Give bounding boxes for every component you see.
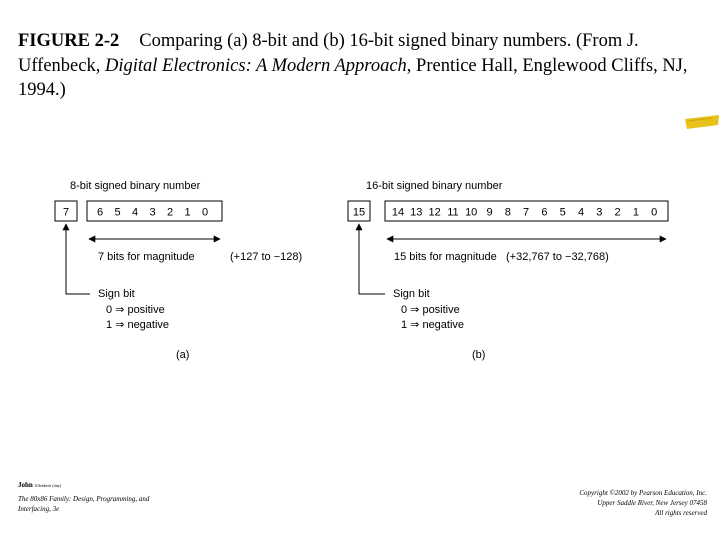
diagram-b-bit-13: 13 — [410, 206, 423, 219]
diagram-a-range: (+127 to −128) — [230, 251, 303, 263]
diagram-b-bit-9: 9 — [486, 206, 493, 219]
diagram-a-title: 8-bit signed binary number — [70, 180, 201, 192]
diagram-b — [348, 180, 668, 361]
diagram-a — [55, 180, 302, 361]
diagram-a-sign-digit: 7 — [62, 206, 70, 219]
footer-book-line-1: The 80x86 Family: Design, Programming, and — [18, 495, 150, 503]
figure-label: FIGURE 2-2 — [18, 31, 120, 51]
footer-book-line-2: Interfacing, 3e — [18, 505, 60, 513]
diagram-b-sign-digit: 15 — [352, 206, 366, 219]
diagram-b-bit-7: 7 — [523, 206, 530, 219]
diagram-a-bit-4: 4 — [131, 206, 139, 219]
diagram-b-bit-12: 12 — [428, 206, 441, 219]
diagram-b-sublabel: (b) — [472, 349, 486, 361]
diagram-b-range: (+32,767 to −32,768) — [506, 251, 609, 263]
diagram-b-bit-1: 1 — [632, 206, 639, 219]
diagram-b-title: 16-bit signed binary number — [366, 180, 503, 192]
caption-book-title: Digital Electronics: A Modern Approach — [104, 55, 407, 76]
diagram-b-sign-arrow — [359, 224, 385, 294]
diagram-a-sign-bit-label: Sign bit — [98, 288, 135, 300]
footer-copyright-3: All rights reserved — [655, 509, 707, 517]
diagram-a-bit-6: 6 — [96, 206, 104, 219]
diagram-b-bit-6: 6 — [541, 206, 548, 219]
diagram-b-cell-labels — [392, 207, 657, 219]
diagram-b-bit-3: 3 — [596, 206, 603, 219]
footer-copyright — [579, 488, 707, 518]
diagram-a-positive: 0 ⇒ positive — [106, 304, 165, 316]
caption-text-2: , Prentice Hall, Englewood Cliffs, NJ, 1994.) — [18, 55, 688, 100]
diagram-a-bit-5: 5 — [114, 206, 121, 219]
footer-book-info — [18, 480, 149, 514]
diagram-b-negative: 1 ⇒ negative — [401, 319, 465, 331]
diagram-a-bit-2: 2 — [166, 206, 174, 219]
footer-copyright-2: Upper Saddle River, New Jersey 07458 — [597, 499, 707, 507]
diagram-b-positive: 0 ⇒ positive — [401, 304, 460, 316]
diagram-a-sign-arrow — [66, 224, 90, 294]
diagram-b-bit-10: 10 — [465, 206, 478, 219]
diagram-b-bit-8: 8 — [504, 206, 511, 219]
footer-copyright-1: Copyright ©2002 by Pearson Education, Inc. — [579, 489, 707, 497]
diagram-b-bit-2: 2 — [614, 206, 621, 219]
diagram-b-bit-4: 4 — [577, 206, 585, 219]
diagram-b-bit-0: 0 — [651, 206, 658, 219]
diagram-a-bit-3: 3 — [149, 206, 156, 219]
footer-author: John Uffenbeck (tiny) — [18, 481, 62, 489]
diagram-a-negative: 1 ⇒ negative — [106, 319, 170, 331]
diagram-b-bit-14: 14 — [391, 206, 405, 219]
diagram-a-sublabel: (a) — [176, 349, 190, 361]
caption-text-1: Comparing (a) 8-bit and (b) 16-bit signed binary numbers. (From J. Uffenbeck, — [18, 31, 639, 76]
diagram-a-bit-1: 1 — [184, 206, 191, 219]
diagram-b-bit-5: 5 — [559, 206, 566, 219]
diagram-a-cell-labels — [97, 207, 208, 219]
diagram-b-magnitude-label: 15 bits for magnitude — [394, 251, 497, 263]
diagram-b-bit-11: 11 — [447, 206, 459, 219]
diagram-b-sign-bit-label: Sign bit — [393, 288, 430, 300]
diagram-a-magnitude-label: 7 bits for magnitude — [98, 251, 195, 263]
diagram-a-bit-0: 0 — [201, 206, 209, 219]
